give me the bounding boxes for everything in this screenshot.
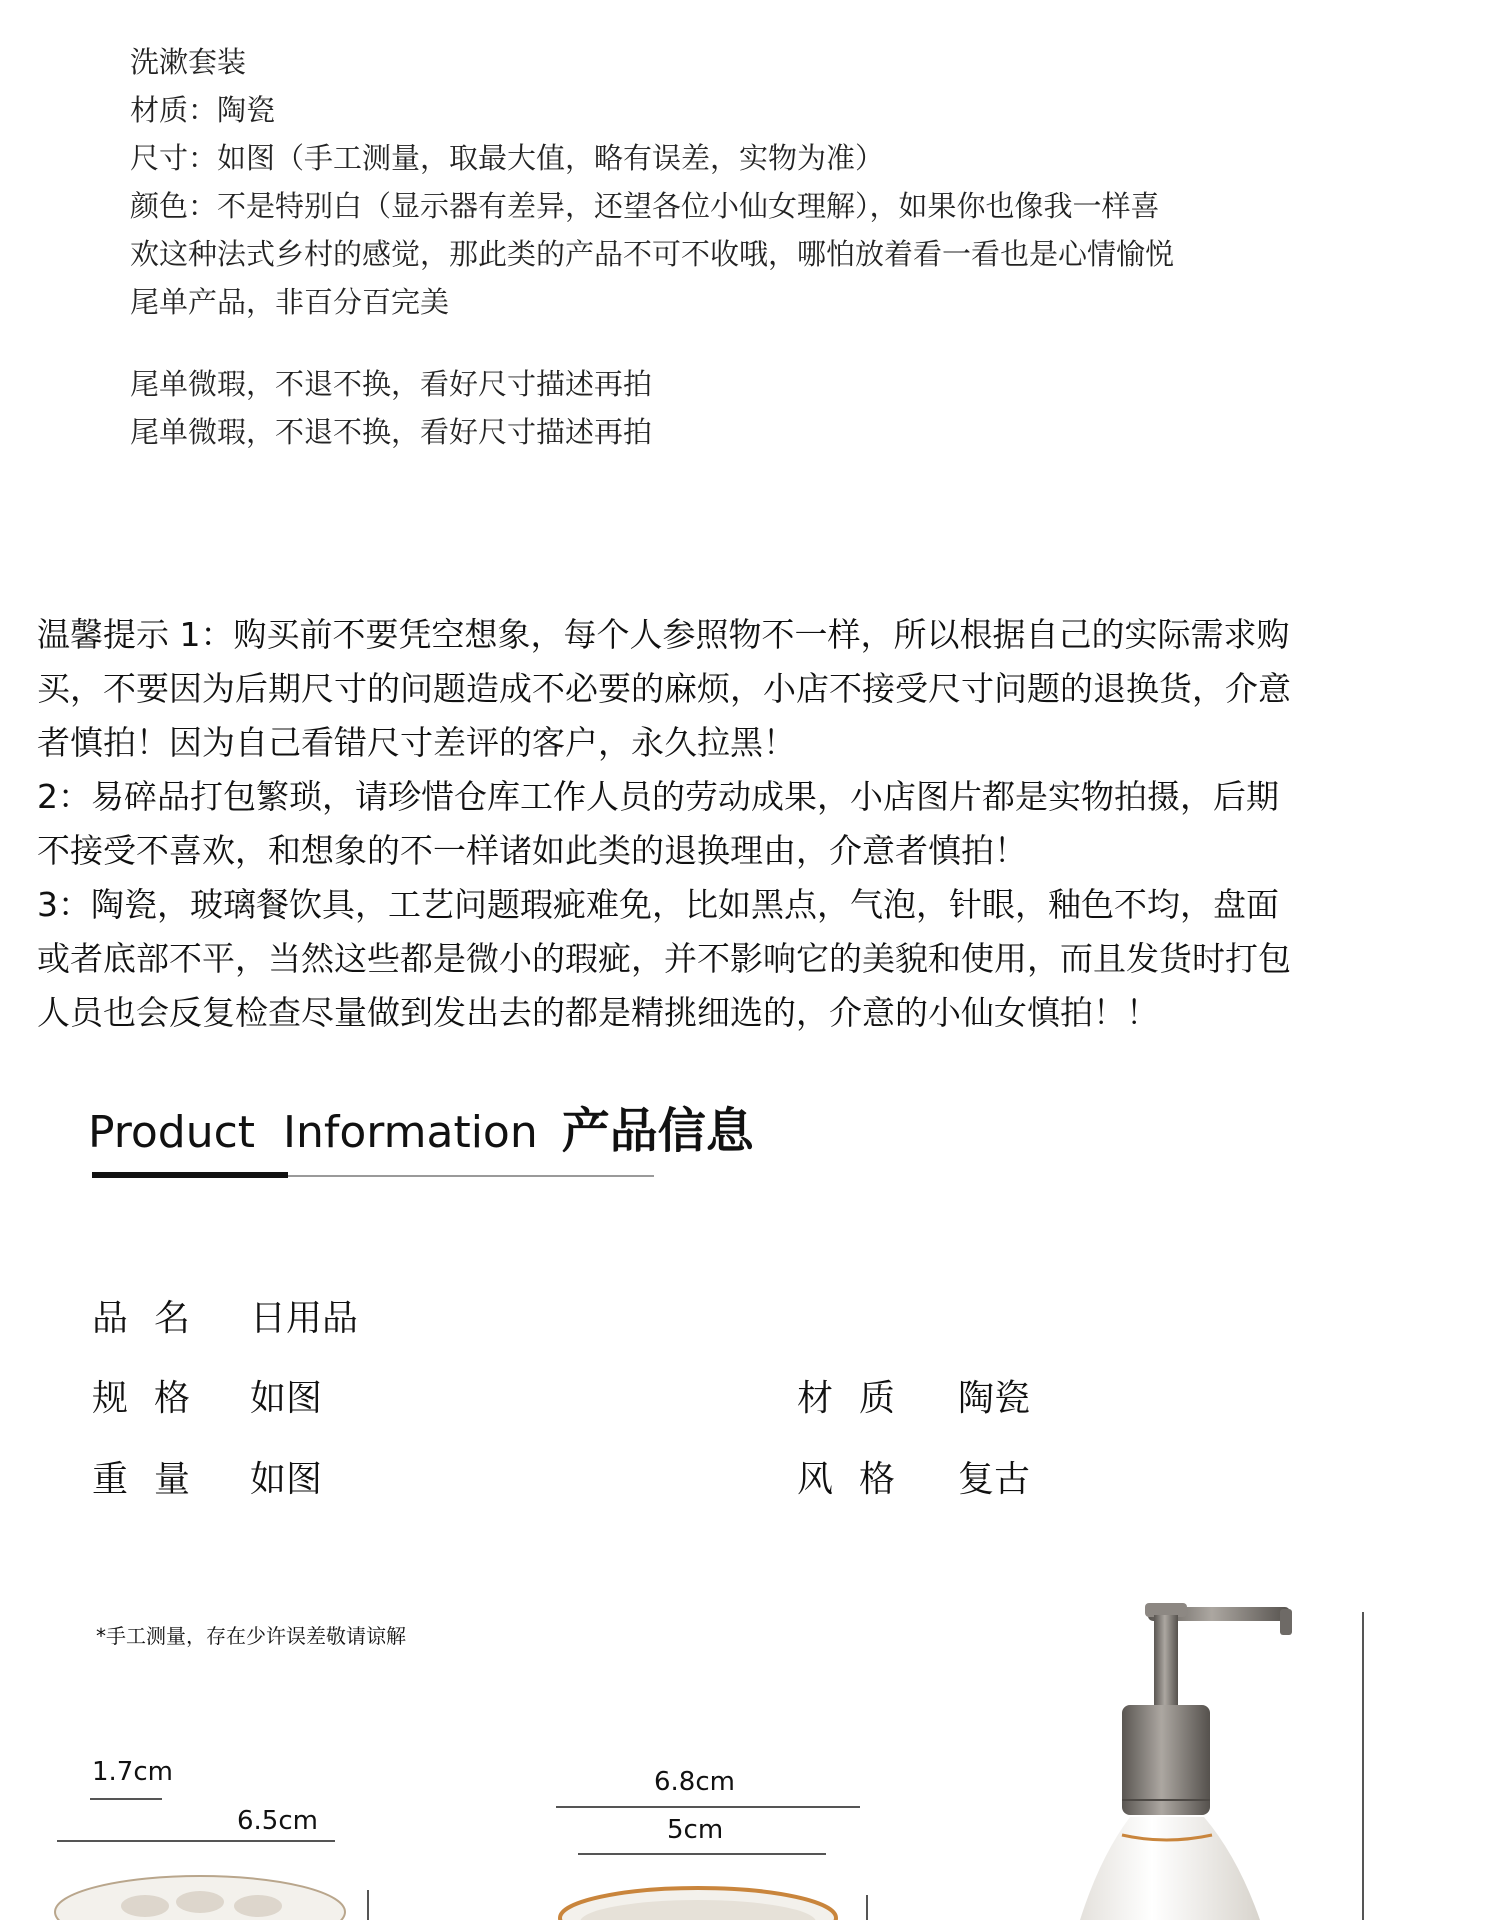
notice-line: 者慎拍！因为自己看错尺寸差评的客户，永久拉黑！ (37, 723, 796, 762)
spacer (130, 326, 1174, 360)
desc-line: 欢这种法式乡村的感觉，那此类的产品不可不收哦，哪怕放着看一看也是心情愉悦 (130, 237, 1175, 271)
notice-line: 人员也会反复检查尽量做到发出去的都是精挑细选的，介意的小仙女慎拍！！ (37, 993, 1159, 1032)
desc-line: 颜色：不是特别白（显示器有差异，还望各位小仙女理解），如果你也像我一样喜 (130, 189, 1160, 223)
dim-line (57, 1840, 335, 1842)
spec-weight-label: 重量 (92, 1459, 217, 1500)
notice-line: 温馨提示 1：购买前不要凭空想象，每个人参照物不一样，所以根据自己的实际需求购 (37, 615, 1290, 654)
soap-dispenser-image (1060, 1595, 1360, 1920)
notice-line: 2：易碎品打包繁琐，请珍惜仓库工作人员的劳动成果，小店图片都是实物拍摄，后期 (37, 777, 1279, 816)
title-underline-accent (92, 1172, 288, 1178)
spec-name-value: 日用品 (250, 1298, 359, 1339)
dim-holder-top: 1.7cm (92, 1757, 173, 1787)
spec-size-value: 如图 (250, 1378, 323, 1419)
spec-size-label: 规格 (92, 1378, 217, 1419)
desc-line: 材质：陶瓷 (130, 93, 276, 127)
spec-style-label: 风格 (797, 1459, 922, 1500)
desc-line: 尺寸：如图（手工测量，取最大值，略有误差，实物为准） (130, 141, 885, 175)
dim-cup-top: 6.8cm (654, 1767, 735, 1797)
notice-line: 或者底部不平，当然这些都是微小的瑕疵，并不影响它的美貌和使用，而且发货时打包 (37, 939, 1291, 978)
dim-holder-width: 6.5cm (237, 1806, 318, 1836)
product-description (130, 38, 1174, 456)
toothbrush-holder-image (55, 1876, 345, 1920)
spec-weight-value: 如图 (250, 1459, 323, 1500)
title-cn: 产品信息 (561, 1103, 754, 1159)
notice-line: 不接受不喜欢，和想象的不一样诸如此类的退换理由，介意者慎拍！ (37, 831, 1027, 870)
title-en: Product Information (88, 1107, 538, 1158)
notice-line: 3：陶瓷，玻璃餐饮具，工艺问题瑕疵难免，比如黑点，气泡，针眼，釉色不均，盘面 (37, 885, 1279, 924)
desc-line: 洗漱套装 (130, 45, 247, 79)
warning-line: 尾单微瑕，不退不换，看好尺寸描述再拍 (130, 367, 653, 401)
product-info-title (88, 1092, 754, 1161)
spec-style-value: 复古 (958, 1459, 1031, 1500)
spec-material-value: 陶瓷 (958, 1378, 1031, 1419)
dim-line (90, 1798, 162, 1800)
measurement-note: *手工测量，存在少许误差敬请谅解 (96, 1624, 406, 1648)
cup-image (560, 1888, 836, 1920)
desc-line: 尾单产品，非百分百完美 (130, 285, 450, 319)
warning-line: 尾单微瑕，不退不换，看好尺寸描述再拍 (130, 415, 653, 449)
dim-cup-bottom: 5cm (667, 1815, 724, 1845)
notice-line: 买，不要因为后期尺寸的问题造成不必要的麻烦，小店不接受尺寸问题的退换货，介意 (37, 669, 1291, 708)
dim-line (556, 1806, 860, 1808)
spec-name-label: 品名 (92, 1298, 217, 1339)
spec-material-label: 材质 (797, 1378, 922, 1419)
purchase-notice (37, 608, 1467, 1040)
